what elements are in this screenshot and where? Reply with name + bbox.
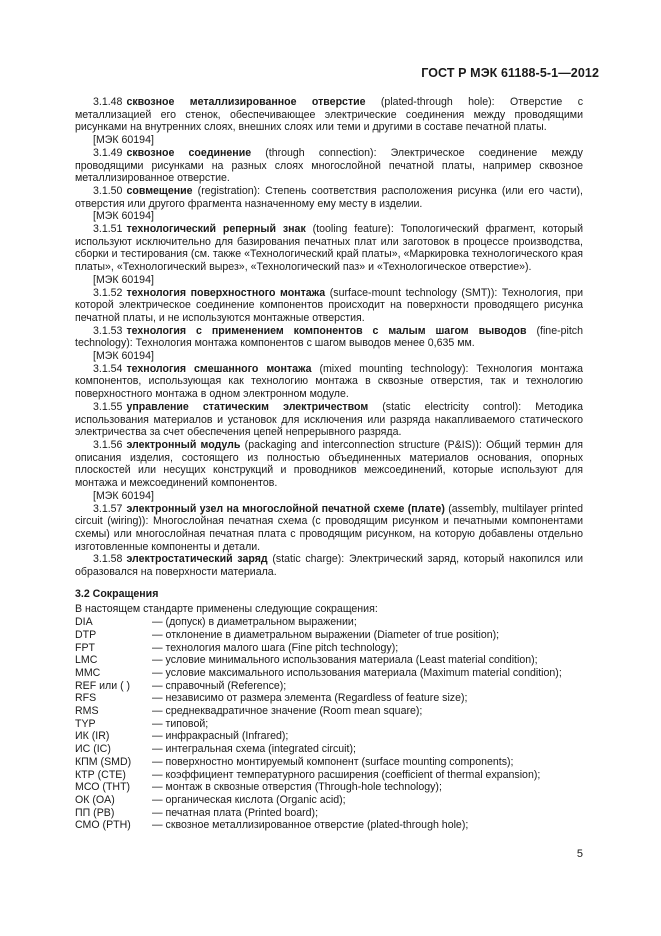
- abbreviation-key: МСО (THT): [75, 781, 131, 794]
- term-entry: [75, 185, 583, 210]
- abbreviation-description: — условие минимального использования материала (Least material condition);: [152, 654, 538, 667]
- abbreviation-row: [75, 629, 583, 642]
- term-definition: (through connection): Электрическое соединение между проводящими рисунками на разных слоях многослойной печатной платы, например сквозное металлизированное отверстие.: [75, 146, 583, 185]
- term-number: 3.1.52: [93, 286, 123, 299]
- term-entry: [75, 147, 583, 185]
- term-number: 3.1.48: [93, 96, 123, 108]
- term-entry: [75, 553, 583, 578]
- section-intro: В настоящем стандарте применены следующие сокращения:: [75, 603, 378, 616]
- abbreviation-description: — инфракрасный (Infrared);: [152, 730, 289, 743]
- abbreviation-key: TYP: [75, 717, 96, 730]
- abbreviation-row: [75, 756, 583, 769]
- term-number: 3.1.57: [93, 502, 123, 515]
- term-definition: (packaging and interconnection structure (P&IS)): Общий термин для описания изделия, состоящего из полностью объединенных материалов основания, опорных плоскостей или несущих конструкций и проводников межсоединений, которые используют для монтажа и межсоединений компонентов.: [75, 438, 583, 490]
- section-heading: 3.2 Сокращения: [75, 587, 159, 600]
- term-number: 3.1.56: [93, 438, 123, 451]
- term-definition: (fine-pitch technology): Технология монтажа компонентов с шагом выводов менее 0,635 мм.: [75, 324, 583, 350]
- abbreviation-key: LMC: [75, 654, 98, 667]
- abbreviation-row: [75, 781, 583, 794]
- abbreviation-key: КПМ (SMD): [75, 755, 132, 768]
- abbreviation-row: [75, 807, 583, 820]
- term-entry: [75, 503, 583, 554]
- abbreviation-key: КТР (CTE): [75, 768, 126, 781]
- abbreviation-description: — отклонение в диаметральном выражении (Diameter of true position);: [152, 628, 500, 641]
- term-entry: [75, 439, 583, 490]
- abbreviation-description: — справочный (Reference);: [152, 679, 287, 692]
- abbreviation-key: ПП (PB): [75, 806, 115, 819]
- source-reference: [МЭК 60194]: [93, 273, 154, 286]
- abbreviation-key: DIA: [75, 616, 93, 629]
- term-number: 3.1.50: [93, 184, 123, 197]
- abbreviation-key: DTP: [75, 628, 97, 641]
- abbreviation-row: [75, 730, 583, 743]
- term-entry: [75, 325, 583, 350]
- abbreviation-row: [75, 794, 583, 807]
- abbreviation-description: — сквозное металлизированное отверстие (plated-through hole);: [152, 819, 469, 832]
- abbreviation-row: [75, 705, 583, 718]
- abbreviation-description: — типовой;: [152, 717, 209, 730]
- source-reference: [МЭК 60194]: [93, 350, 154, 363]
- abbreviation-key: FPT: [75, 641, 96, 654]
- term-definition: (plated-through hole): Отверстие с металлизацией его стенок, обеспечивающее электрические соединения между проводящими рисунками на внутренних слоях, внешних слоях или теми и другими в составе печатной платы.: [75, 96, 583, 134]
- abbreviation-row: [75, 718, 583, 731]
- term-definition: (tooling feature): Топологический фрагмент, который используют исключительно для базирования печатных плат или заготовок в процессе производства, сборки и тестирования (см. также «Технологический край платы», «Маркировка технологического края платы», «Технологический вырез», «Технологический паз» и «Технологическое отверстие»).: [75, 223, 584, 274]
- term-number: 3.1.58: [93, 553, 123, 566]
- term-number: 3.1.51: [93, 223, 123, 236]
- abbreviation-key: REF или ( ): [75, 679, 131, 692]
- source-reference: [МЭК 60194]: [93, 489, 154, 502]
- abbreviation-description: — коэффициент температурного расширения (coefficient of thermal expansion);: [152, 768, 541, 781]
- term-definition: (assembly, multilayer printed circuit (wiring)): Многослойная печатная схема (с проводящим рисунком и печатными компонентами схемы) или многослойная печатная плата с проводящим рисунком, на которую добавлены отдельно изготовленные компоненты и детали.: [75, 502, 583, 553]
- abbreviation-key: СМО (PTH): [75, 819, 131, 832]
- term-title: электронный модуль: [126, 438, 241, 451]
- term-definition: (registration): Степень соответствия расположения рисунка (или его части), отверстия или другого фрагмента назначенному ему месту в изделии.: [75, 184, 583, 210]
- standard-header: ГОСТ Р МЭК 61188-5-1—2012: [421, 66, 599, 80]
- term-title: сквозное соединение: [126, 146, 252, 159]
- term-number: 3.1.53: [93, 324, 123, 337]
- abbreviation-row: [75, 819, 583, 832]
- source-reference: [МЭК 60194]: [93, 134, 154, 147]
- abbreviation-description: — технология малого шага (Fine pitch technology);: [152, 641, 399, 654]
- abbreviation-row: [75, 642, 583, 655]
- term-entry: [75, 401, 583, 439]
- abbreviation-row: [75, 616, 583, 629]
- abbreviation-key: MMC: [75, 666, 101, 679]
- term-title: технологический реперный знак: [126, 223, 306, 236]
- term-number: 3.1.54: [93, 362, 123, 375]
- abbreviation-key: RFS: [75, 692, 97, 705]
- term-number: 3.1.49: [93, 146, 123, 159]
- abbreviation-row: [75, 769, 583, 782]
- term-definition: (surface-mount technology (SMT)): Технология, при которой электрическое соединение компонентов происходит на поверхности проводящего рисунка печатной платы, и не используются монтажные отверстия.: [75, 286, 583, 324]
- abbreviation-description: — интегральная схема (integrated circuit);: [152, 743, 356, 756]
- abbreviation-key: ИС (IC): [75, 743, 111, 756]
- term-title: управление статическим электричеством: [126, 400, 369, 413]
- source-reference: [МЭК 60194]: [93, 210, 154, 223]
- abbreviation-key: ИК (IR): [75, 730, 110, 743]
- term-title: технология поверхностного монтажа: [126, 286, 326, 299]
- abbreviation-description: — монтаж в сквозные отверстия (Through-hole technology);: [152, 781, 442, 794]
- abbreviation-key: RMS: [75, 705, 99, 718]
- abbreviation-description: — независимо от размера элемента (Regardless of feature size);: [152, 692, 468, 705]
- document-body: [75, 96, 583, 832]
- term-title: совмещение: [126, 184, 193, 197]
- abbreviation-row: [75, 743, 583, 756]
- term-title: технология с применением компонентов с малым шагом выводов: [126, 324, 527, 337]
- abbreviation-key: ОК (OA): [75, 793, 115, 806]
- term-title: электронный узел на многослойной печатной схеме (плате): [126, 502, 445, 515]
- term-title: технология смешанного монтажа: [126, 362, 312, 375]
- abbreviation-description: — поверхностно монтируемый компонент (surface mounting components);: [152, 755, 514, 768]
- abbreviation-description: — (допуск) в диаметральном выражении;: [152, 616, 357, 629]
- term-definition: (static electricity control): Методика использования материалов и установок для исключения или разряда накапливаемого статического электричества за счет обеспечения цепей непрерывного разряда.: [75, 400, 583, 439]
- abbreviation-description: — условие максимального использования материала (Maximum material condition);: [152, 666, 562, 679]
- abbreviation-row: [75, 680, 583, 693]
- term-definition: (mixed mounting technology): Технология монтажа компонентов, использующая как технологию монтажа в сквозные отверстия, так и технологию поверхностного монтажа в одном электронном модуле.: [75, 362, 583, 401]
- abbreviation-description: — органическая кислота (Organic acid);: [152, 793, 346, 806]
- abbreviation-row: [75, 692, 583, 705]
- term-entry: [75, 223, 583, 274]
- term-entry: [75, 287, 583, 325]
- abbreviation-description: — печатная плата (Printed board);: [152, 806, 319, 819]
- term-definition: (static charge): Электрический заряд, который накопился или образовался на поверхности материала.: [75, 553, 583, 579]
- term-title: электростатический заряд: [126, 553, 268, 566]
- abbreviation-row: [75, 654, 583, 667]
- page-number: 5: [576, 848, 583, 860]
- term-title: сквозное металлизированное отверстие: [126, 96, 366, 108]
- abbreviation-description: — среднеквадратичное значение (Room mean square);: [152, 705, 423, 718]
- term-number: 3.1.55: [93, 400, 123, 413]
- term-entry: [75, 96, 583, 134]
- term-entry: [75, 363, 583, 401]
- abbreviation-row: [75, 667, 583, 680]
